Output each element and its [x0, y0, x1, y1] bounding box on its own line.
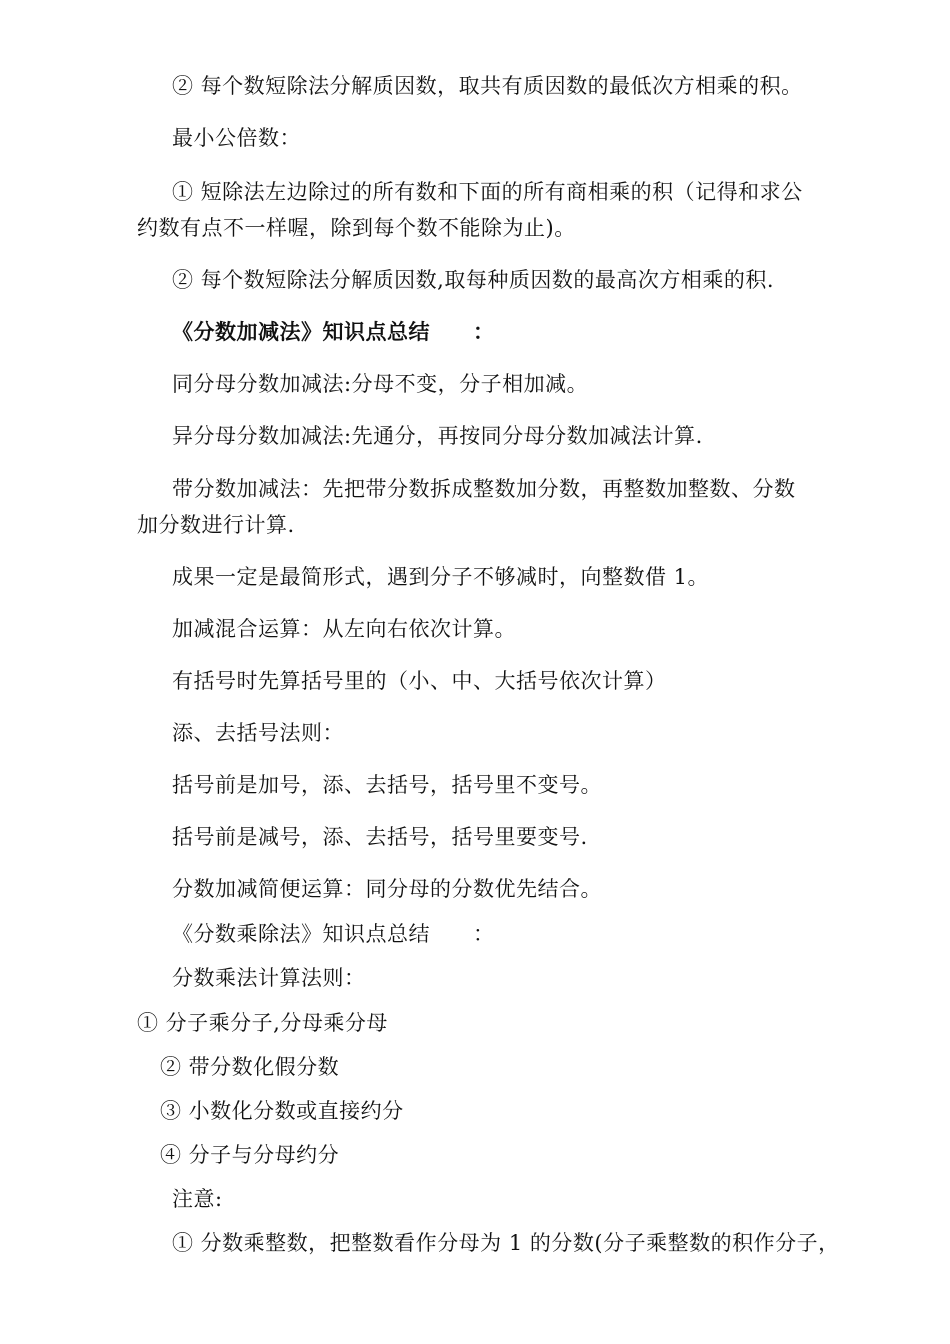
fraction-multiplication-rule-heading: 分数乘法计算法则： [172, 966, 366, 990]
gcd-method-2: ② 每个数短除法分解质因数，取共有质因数的最低次方相乘的积。 [172, 74, 803, 98]
mixed-number-rule-line-2: 加分数进行计算. [137, 513, 295, 537]
lcm-heading: 最小公倍数： [172, 126, 301, 150]
multiplication-rule-4: ④ 分子与分母约分 [160, 1143, 340, 1167]
simplest-form-note: 成果一定是最简形式，遇到分子不够减时，向整数借 1。 [172, 565, 710, 589]
fraction-add-sub-heading: 《分数加减法》知识点总结 ： [172, 319, 495, 344]
fraction-mul-div-heading: 《分数乘除法》知识点总结 ： [172, 922, 495, 946]
attention-item-1: ① 分数乘整数，把整数看作分母为 1 的分数(分子乘整数的积作分子， [172, 1231, 840, 1255]
lcm-method-2: ② 每个数短除法分解质因数,取每种质因数的最高次方相乘的积. [172, 268, 775, 292]
multiplication-rule-1: ① 分子乘分子,分母乘分母 [137, 1011, 388, 1035]
mixed-number-rule-line-1: 带分数加减法：先把带分数拆成整数加分数，再整数加整数、分数 [172, 477, 796, 501]
attention-heading: 注意: [172, 1187, 223, 1211]
simplified-calculation-rule: 分数加减简便运算：同分母的分数优先结合。 [172, 877, 602, 901]
plus-bracket-rule: 括号前是加号，添、去括号，括号里不变号。 [172, 773, 602, 797]
different-denominator-rule: 异分母分数加减法:先通分，再按同分母分数加减法计算. [172, 424, 703, 448]
multiplication-rule-2: ② 带分数化假分数 [160, 1055, 340, 1079]
mixed-operations-rule: 加减混合运算：从左向右依次计算。 [172, 617, 516, 641]
brackets-order-rule: 有括号时先算括号里的（小、中、大括号依次计算） [172, 669, 667, 693]
same-denominator-rule: 同分母分数加减法:分母不变，分子相加减。 [172, 372, 589, 396]
minus-bracket-rule: 括号前是减号，添、去括号，括号里要变号. [172, 825, 588, 849]
brackets-heading: 添、去括号法则： [172, 721, 344, 745]
multiplication-rule-3: ③ 小数化分数或直接约分 [160, 1099, 404, 1123]
lcm-method-1-line-1: ① 短除法左边除过的所有数和下面的所有商相乘的积（记得和求公 [172, 180, 803, 204]
lcm-method-1-line-2: 约数有点不一样喔，除到每个数不能除为止)。 [137, 216, 576, 240]
